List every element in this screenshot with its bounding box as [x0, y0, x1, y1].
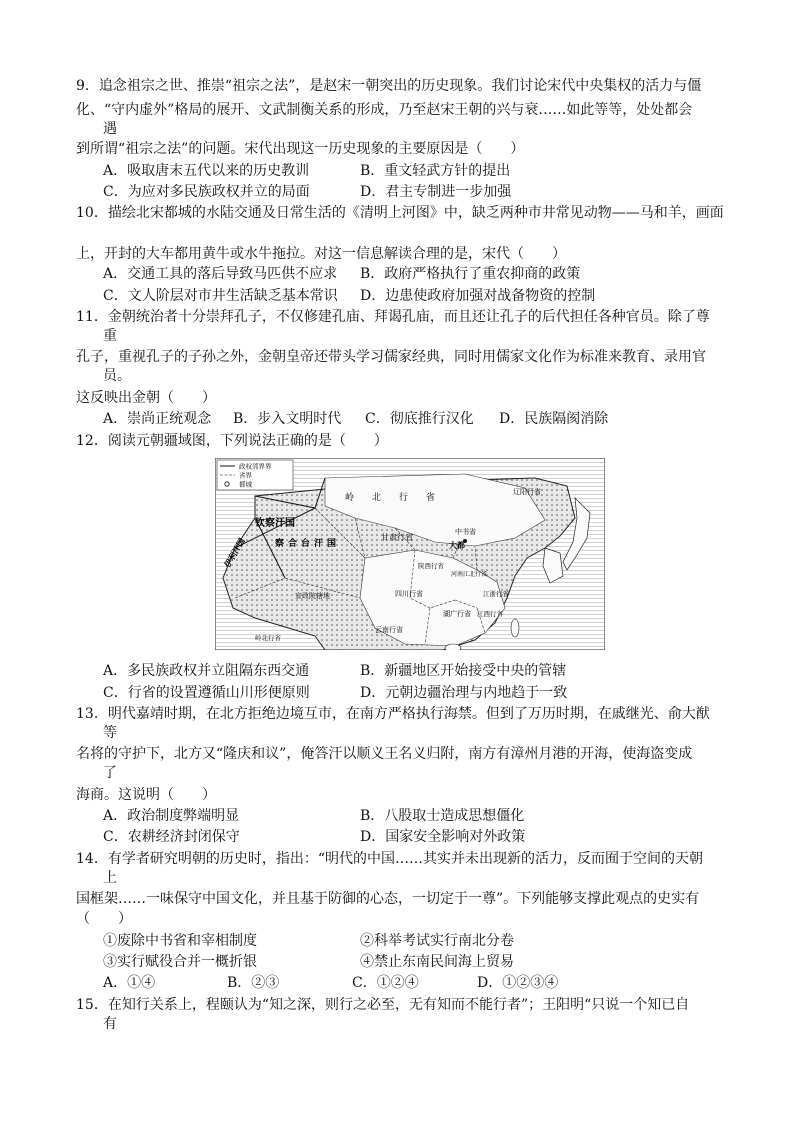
q14-stem-line2: 国框架……一味保守中国文化，并且基于防御的心态，一切定于一尊”。下列能够支撑此观点的史实有 — [76, 891, 700, 907]
map-label-chagatai: 察合台汗国 — [275, 539, 341, 549]
q13-option-b: B．八股取士造成思想僵化 — [360, 808, 525, 824]
map-label-jiangxi: 江西行省 — [477, 610, 503, 618]
q14-option-a: A．①④ — [103, 975, 156, 991]
q14-item-3: ③实行赋役合并一概折银 — [103, 954, 257, 970]
q12-option-d: D．元朝边疆治理与内地趋于一致 — [360, 685, 568, 701]
map-label-lingbei: 岭北行省 — [345, 493, 454, 503]
map-label-shaanxi: 陕西行省 — [418, 562, 444, 570]
legend-border-label: 政权邻界界 — [239, 462, 272, 471]
q11-stem-line2: 孔子，重视孔子的子孙之外，金朝皇帝还带头学习儒家经典，同时用儒家文化作为标准来教育、录用官 — [76, 349, 706, 365]
q13-stem-line1-wrap: 等 — [103, 725, 117, 741]
map-label-sichuan: 四川行省 — [395, 590, 423, 598]
q11-option-a: A．崇尚正统观念 — [103, 411, 212, 427]
map-label-henan: 河南江北行省 — [451, 571, 488, 578]
q15-stem-line1: 15．在知行关系上，程颐认为“知之深，则行之必至，无有知而不能行者”；王阳明“只说一个知已自 — [76, 997, 690, 1013]
map-taiwan — [511, 619, 519, 637]
q14-item-4: ④禁止东南民间海上贸易 — [360, 954, 514, 970]
map-label-ilkhan: 伊利汗国 — [222, 536, 247, 569]
q9-stem-line1: 9．追念祖宗之世、推崇“祖宗之法”，是赵宋一朝突出的历史现象。我们讨论宋代中央集权的活力与僵 — [76, 78, 702, 94]
map-label-liaoyang: 辽阳行省 — [513, 488, 541, 496]
map-label-lingbei-south: 岭北行省 — [255, 634, 281, 642]
q14-option-d: D．①②③④ — [477, 975, 559, 991]
q11-options — [103, 410, 608, 428]
q9-stem-line2-wrap: 遇 — [103, 121, 117, 137]
map-label-yunnan: 云南行省 — [375, 626, 403, 634]
q11-stem-line3: 这反映出金朝（ ） — [76, 390, 216, 406]
q9-option-a: A．吸取唐末五代以来的历史教训 — [103, 163, 310, 179]
q9-option-c: C．为应对多民族政权并立的局面 — [103, 184, 310, 200]
q10-option-d: D．边患使政府加强对战备物资的控制 — [360, 288, 596, 304]
q9-option-b: B．重文轻武方针的提出 — [360, 163, 511, 179]
q12-option-b: B．新疆地区开始接受中央的管辖 — [360, 663, 567, 679]
map-label-dadu: 大都 — [449, 541, 465, 550]
legend-capital-label: 都城 — [239, 480, 252, 489]
q13-stem-line2: 名将的守护下，北方又“隆庆和议”，俺答汗以顺义王名义归附，南方有漳州月港的开海，使海盗变成 — [76, 746, 693, 762]
q14-item-1: ①废除中书省和宰相制度 — [103, 933, 257, 949]
q13-stem-line1: 13．明代嘉靖时期，在北方拒绝边境互市，在南方严格执行海禁。但到了万历时期，在戚继光、俞大猷 — [76, 706, 710, 722]
q12-option-c: C．行省的设置遵循山川形便原则 — [103, 685, 310, 701]
q14-stem-line3: （ ） — [76, 911, 132, 927]
map-label-xuanzheng: 宣政院辖地 — [295, 592, 330, 600]
q13-stem-line3: 海商。这说明（ ） — [76, 787, 216, 803]
q10-option-b: B．政府严格执行了重农抑商的政策 — [360, 266, 581, 282]
q10-option-c: C．文人阶层对市井生活缺乏基本常识 — [103, 288, 338, 304]
q9-option-d: D．君主专制进一步加强 — [360, 184, 512, 200]
map-label-gansu: 甘肃行省 — [381, 533, 413, 542]
q10-stem-line1: 10．描绘北宋都城的水陆交通及日常生活的《清明上河图》中，缺乏两种市井常见动物——马和羊，画面 — [76, 205, 724, 221]
yuan-dynasty-territory-map — [215, 458, 605, 650]
q13-option-a: A．政治制度弊端明显 — [103, 808, 240, 824]
q13-stem-line2-wrap: 了 — [103, 765, 117, 781]
q10-stem-line2: 上，开封的大车都用黄牛或水牛拖拉。对这一信息解读合理的是，宋代（ ） — [76, 246, 566, 262]
q11-stem-line1: 11．金朝统治者十分崇拜孔子，不仅修建孔庙、拜谒孔庙，而且还让孔子的后代担任各种官员。除了尊 — [76, 309, 710, 325]
map-label-huguang: 湖广行省 — [443, 610, 471, 618]
q11-stem-line1-wrap: 重 — [103, 328, 117, 344]
map-hainan — [445, 644, 461, 650]
q14-options — [103, 974, 558, 992]
map-label-qincha: 钦察汗国 — [255, 518, 295, 529]
q14-option-b: B．②③ — [227, 975, 280, 991]
q13-option-c: C．农耕经济封闭保守 — [103, 829, 240, 845]
map-label-zhongshu: 中书省 — [455, 528, 476, 536]
q9-stem-line3: 到所谓“祖宗之法”的问题。宋代出现这一历史现象的主要原因是（ ） — [76, 141, 525, 157]
q12-stem: 12．阅读元朝疆域图，下列说法正确的是（ ） — [76, 433, 388, 449]
q11-option-d: D．民族隔阂消除 — [499, 411, 609, 427]
legend-province-label: 省界 — [239, 471, 252, 480]
q10-option-a: A．交通工具的落后导致马匹供不应求 — [103, 266, 338, 282]
q12-option-a: A．多民族政权并立阻隔东西交通 — [103, 663, 310, 679]
map-label-jiangzhe: 江浙行省 — [483, 590, 509, 598]
q9-stem-line2: 化、“守内虚外”格局的展开、文武制衡关系的形成，乃至赵宋王朝的兴与衰……如此等等，处处都会 — [76, 102, 693, 118]
q13-option-d: D．国家安全影响对外政策 — [360, 829, 526, 845]
q15-stem-line1-wrap: 有 — [103, 1016, 117, 1032]
q11-option-c: C．彻底推行汉化 — [365, 411, 474, 427]
q14-stem-line1: 14．有学者研究明朝的历史时，指出：“明代的中国……其实并未出现新的活力，反而囿于空间的天朝 — [76, 851, 703, 867]
q11-stem-line2-wrap: 员。 — [103, 368, 131, 384]
q14-stem-line1-wrap: 上 — [103, 870, 117, 886]
q14-option-c: C．①②④ — [352, 975, 419, 991]
q11-option-b: B．步入文明时代 — [233, 411, 342, 427]
q14-item-2: ②科举考试实行南北分卷 — [360, 933, 514, 949]
